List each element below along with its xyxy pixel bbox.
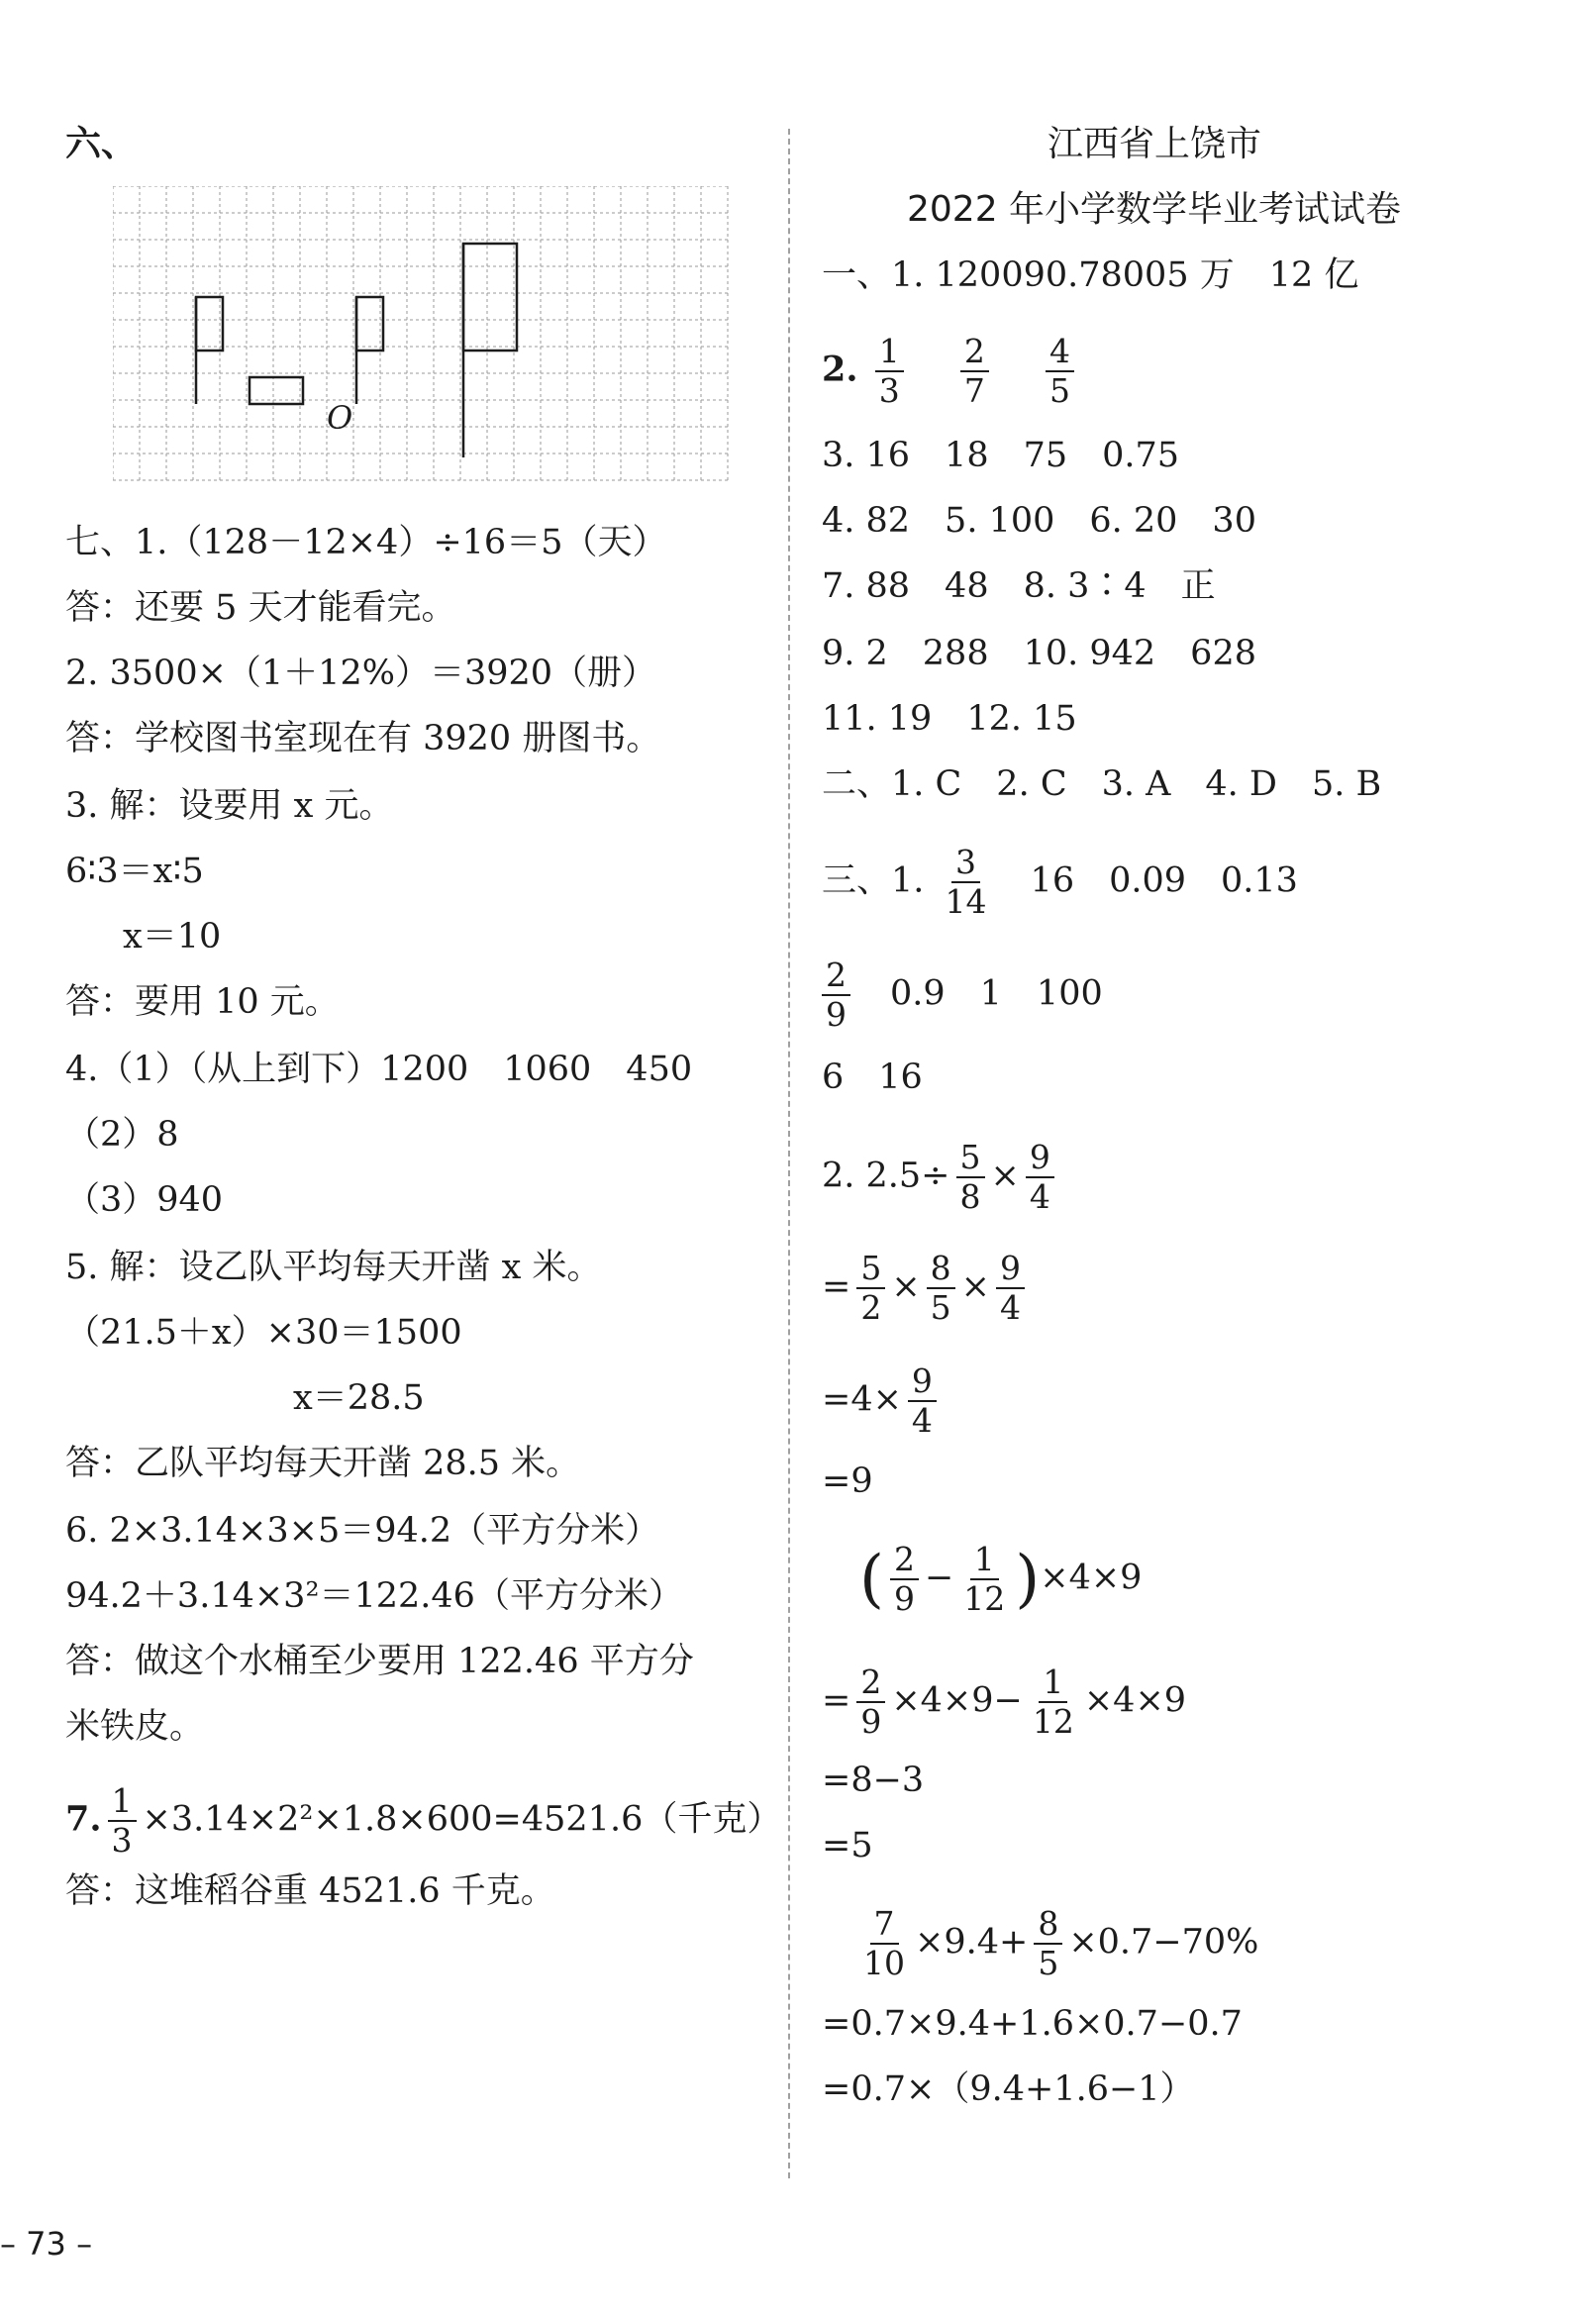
- q7-7-answer: 答：这堆稻谷重 4521.6 千克。: [65, 1871, 555, 1911]
- q7-2: 2. 3500×（1＋12%）＝3920（册）: [65, 654, 657, 693]
- calc3-line1: ( $\frac{2}{9}$ − $\frac{1}{12}$ )×4×9: [859, 1540, 1143, 1618]
- page-number: – 73 –: [0, 2225, 93, 2263]
- q7-5-eq: （21.5＋x）×30＝1500: [65, 1313, 462, 1353]
- q7-7-rest: ×3.14×2²×1.8×600=4521.6（千克）: [142, 1799, 782, 1840]
- q7-4-3: （3）940: [65, 1180, 224, 1220]
- calc3-line2: = $\frac{2}{9}$ ×4×9− $\frac{1}{12}$ ×4×9: [822, 1662, 1187, 1741]
- q7-6-b: 94.2＋3.14×3²＝122.46（平方分米）: [65, 1576, 683, 1616]
- fraction: $\frac{9}{4}$: [908, 1362, 937, 1440]
- title-exam: 2022 年小学数学毕业考试试卷: [907, 189, 1402, 230]
- r-q1: 一、1. 120090.78005 万 12 亿: [822, 255, 1359, 295]
- calc4-line2: =0.7×9.4+1.6×0.7−0.7: [822, 2004, 1243, 2044]
- grid-figure: [113, 186, 737, 483]
- r-section-two: 二、1. C 2. C 3. A 4. D 5. B: [822, 764, 1382, 804]
- fraction: $\frac{2}{7}$: [960, 333, 989, 410]
- r-section-three-row3: 6 16: [822, 1058, 923, 1097]
- q7-4-2: （2）8: [65, 1115, 179, 1155]
- fraction: $\frac{1}{3}$: [875, 333, 904, 410]
- r-section-three-1: 三、1. $\frac{3}{14}$ 16 0.09 0.13: [822, 843, 1298, 921]
- q7-2-answer: 答：学校图书室现在有 3920 册图书。: [65, 719, 661, 758]
- fraction: $\frac{3}{14}$: [945, 843, 987, 921]
- calc2-line4: =9: [822, 1461, 873, 1501]
- fraction: $\frac{8}{5}$: [1034, 1905, 1062, 1982]
- fraction: $\frac{8}{5}$: [927, 1250, 955, 1327]
- q7-6-answer-b: 米铁皮。: [65, 1707, 205, 1747]
- shape-small-rect-right: [356, 297, 383, 351]
- q7-3-answer: 答：要用 10 元。: [65, 982, 340, 1022]
- grid-lines: [113, 186, 728, 480]
- fraction: $\frac{7}{10}$: [863, 1904, 905, 1982]
- fraction: $\frac{1}{3}$: [108, 1782, 137, 1860]
- fraction: $\frac{9}{4}$: [1026, 1139, 1054, 1216]
- fraction: $\frac{5}{8}$: [956, 1139, 985, 1216]
- grid-shapes: [196, 244, 517, 457]
- column-divider: [788, 129, 790, 2178]
- grid-origin-label: O: [327, 399, 353, 437]
- calc2-line1: 2. 2.5÷ $\frac{5}{8}$ × $\frac{9}{4}$: [822, 1139, 1060, 1216]
- q7-6: 6. 2×3.14×3×5＝94.2（平方分米）: [65, 1511, 660, 1551]
- r-q9-10: 9. 2 288 10. 942 628: [822, 634, 1256, 673]
- calc3-line3: =8−3: [822, 1761, 925, 1800]
- r-section-three-row2: $\frac{2}{9}$ 0.9 1 100: [822, 957, 1103, 1034]
- r-q11-12: 11. 19 12. 15: [822, 699, 1077, 739]
- fraction: $\frac{1}{12}$: [963, 1540, 1006, 1618]
- calc2-line3: =4× $\frac{9}{4}$: [822, 1362, 943, 1440]
- q7-6-answer-a: 答：做这个水桶至少要用 122.46 平方分: [65, 1642, 694, 1681]
- title-city: 江西省上饶市: [1047, 124, 1262, 164]
- q7-3-eq: 6∶3＝x∶5: [65, 852, 204, 891]
- fraction: $\frac{2}{9}$: [890, 1541, 919, 1618]
- r-q7-8: 7. 88 48 8. 3∶4 正: [822, 566, 1216, 606]
- fraction: $\frac{9}{4}$: [996, 1250, 1025, 1327]
- section-six-label: 六、: [65, 124, 138, 164]
- calc2-line2: = $\frac{5}{2}$ × $\frac{8}{5}$ × $\frac{9}{4}$: [822, 1250, 1031, 1327]
- fraction: $\frac{4}{5}$: [1046, 333, 1074, 410]
- right-paren: ): [1015, 1543, 1041, 1616]
- left-paren: (: [859, 1543, 884, 1616]
- q7-3: 3. 解：设要用 x 元。: [65, 786, 394, 826]
- calc4-line3: =0.7×（9.4+1.6−1）: [822, 2069, 1195, 2109]
- calc3-line4: =5: [822, 1826, 873, 1865]
- q7-5-answer: 答：乙队平均每天开凿 28.5 米。: [65, 1444, 581, 1483]
- calc4-line1: $\frac{7}{10}$ ×9.4+ $\frac{8}{5}$ ×0.7−70%: [859, 1905, 1258, 1982]
- q7-5: 5. 解：设乙队平均每天开凿 x 米。: [65, 1248, 602, 1287]
- q7-4: 4.（1）（从上到下）1200 1060 450: [65, 1050, 693, 1089]
- fraction: $\frac{1}{12}$: [1032, 1662, 1074, 1741]
- q7-3-sol: x＝10: [123, 917, 222, 957]
- fraction: $\frac{2}{9}$: [822, 957, 850, 1034]
- fraction: $\frac{5}{2}$: [856, 1250, 885, 1327]
- r-q2: 2. $\frac{1}{3}$ $\frac{2}{7}$ $\frac{4}{5}$: [822, 333, 1080, 410]
- shape-tall-rect: [463, 244, 517, 351]
- q7-7: [65, 1782, 781, 1860]
- r-q3: 3. 16 18 75 0.75: [822, 436, 1180, 475]
- q7-5-sol: x＝28.5: [293, 1378, 425, 1418]
- q7-1: 七、1.（128－12×4）÷16＝5（天）: [65, 523, 667, 562]
- shape-small-rect-left: [196, 297, 223, 351]
- fraction: $\frac{2}{9}$: [856, 1663, 885, 1741]
- r-q4-6: 4. 82 5. 100 6. 20 30: [822, 501, 1256, 541]
- q7-7-num: 7.: [65, 1798, 102, 1840]
- q7-1-answer: 答：还要 5 天才能看完。: [65, 588, 456, 628]
